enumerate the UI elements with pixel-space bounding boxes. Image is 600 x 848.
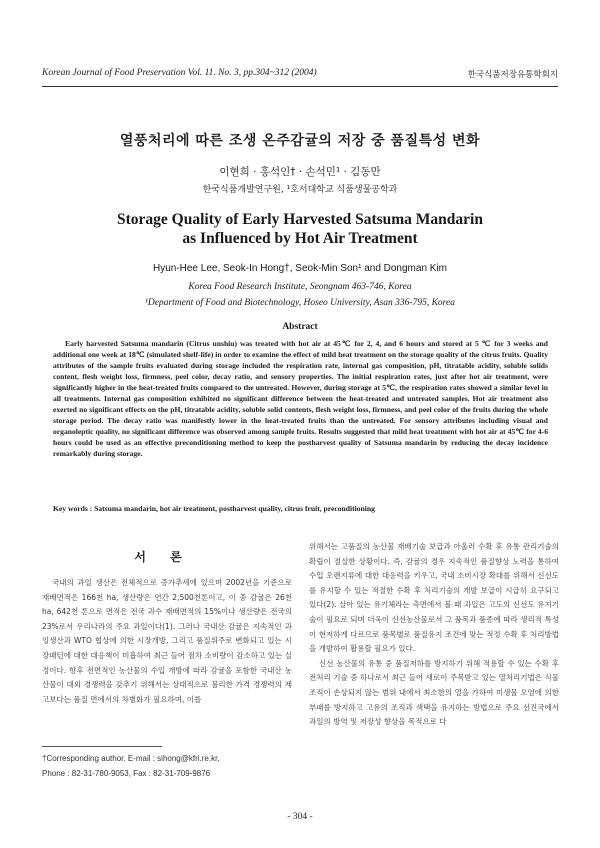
header-divider (42, 86, 558, 87)
english-title-line-1: Storage Quality of Early Harvested Satsuma Mandarin (117, 211, 483, 228)
page-number: - 304 - (287, 812, 313, 822)
right-column-paragraph-2: 신선 농산물의 유통 중 품질저하를 방지하기 위해 적용할 수 있는 수확 후 전처리 기술 중 하나로서 최근 들어 새로이 주목받고 있는 열처리기법은 식물조직이 손상되지 않는 범위 내에서 최소한의 열을 가하여 미생물 오염에 의한 부패를 방지하고 고유의 조직과 색택을 유지하는 방법으로 주요 선진국에서 과일의 방역 및 저장성 향상을 목적으로 다 (309, 658, 559, 727)
korean-affiliation: 한국식품개발연구원, ¹호서대학교 식품생물공학과 (202, 185, 398, 195)
footnote (42, 751, 302, 781)
english-title-line-2: as Influenced by Hot Air Treatment (182, 230, 418, 247)
keywords: Key words : Satsuma mandarin, hot air treatment, postharvest quality, citrus fruit, preconditioning (53, 504, 375, 513)
english-affiliation-2: ¹Department of Food and Biotechnology, Hoseo University, Asan 336-795, Korea (145, 298, 455, 308)
journal-citation: Korean Journal of Food Preservation Vol. 11. No. 3, pp.304~312 (2004) (42, 68, 317, 78)
section-heading-introduction: 서 론 (134, 550, 192, 564)
english-authors: Hyun-Hee Lee, Seok-In Hong†, Seok-Min Son¹ and Dongman Kim (152, 263, 448, 274)
left-column (42, 576, 292, 707)
abstract-heading: Abstract (282, 322, 318, 332)
korean-title: 열풍처리에 따른 조생 온주감귤의 저장 중 품질특성 변화 (119, 133, 481, 149)
society-name: 한국식품저장유통학회지 (467, 70, 558, 80)
korean-authors: 이현희 · 홍석인† · 손석민¹ · 김동만 (219, 166, 381, 178)
footnote-author: †Corresponding author. E-mail : sihong@kfri.re.kr, (42, 754, 220, 763)
english-affiliation-1: Korea Food Research Institute, Seongnam 463-746, Korea (188, 282, 412, 292)
right-column-paragraph-1: 위해서는 고품질의 농산물 재배기술 보급과 아울러 수확 후 유통 관리기술의 확립이 절실한 상황이다. 즉, 감귤의 경우 지속적인 품질향상 노력을 통하여 수입 오렌지류에 대한 대응력을 키우고, 국내 소비시장 확대를 위해서 신선도를 유지할 수 있는 적절한 수확 후 처리기술의 개발 보급이 시급히 요구되고 있다(2). 살아 있는 유기체라는 측면에서 볼 때 과일은 고도의 신선도 유지기술이 필요로 되며 더욱이 신선농산물로서 그 품목과 품종에 따라 생리적 특성이 현저하게 다르므로 품목별로 품질유지 조건에 맞는 적정 수확 후 처리방법을 개발하여 활용할 필요가 있다. (309, 542, 559, 654)
right-column (309, 540, 559, 730)
abstract-text: Early harvested Satsuma mandarin (Citrus unshiu) was treated with hot air at 45℃ for 2, 4, and 6 hours and stored at 5 ℃ for 3 weeks and additional one week at 18℃ (simulated shelf-life) in order to examine the effect of mild heat treatment on the storage quality of the citrus fruits. Quality attributes of the sample fruits evaluated during storage included the respiration rate, internal gas composition, pH, titratable acidity, soluble solids content, flesh weight loss, firmness, peel color, decay ratio, and sensory properties. The initial respiration rates, just after hot air treatment, were significantly higher in the heat-treated fruits compared to the untreated. However, during storage at 5℃, the respiration rates showed a similar level in all treatments. Internal gas composition exhibited no significant difference between the heat-treated and untreated samples. Hot air treatment also exerted no significant effects on the pH, titratable acidity, soluble solid contents, flesh weight loss, firmness, and peel color of the fruits during the whole storage period. The decay ratio was manifestly lower in the heat-treated fruits than the untreated. For sensory attributes including visual and organoleptic quality, no significant difference was observed among sample fruits. Results suggested that mild heat treatment with hot air at 45℃ for 4-6 hours could be used as an effective preconditioning method to keep the postharvest quality of Satsuma mandarin by reducing the decay incidence remarkably during storage. (53, 339, 548, 459)
left-column-paragraph: 국내의 과일 생산은 전체적으로 증가추세에 있으며 2002년을 기준으로 재배면적은 166천 ha, 생산량은 연간 2,500천톤이고, 이 중 감귤은 26천 ha, 642천 톤으로 면적은 전국 과수 재배면적의 15%이나 생산량은 전국의 23%로서 우리나라의 주요 과일이다(1). 그러나 국내산 감귤은 지속적인 과잉생산과 WTO 협상에 의한 시장개방, 그리고 품질위주로 변화되고 있는 시장패턴에 대한 대응책이 미흡하여 최근 들어 점차 소비량이 감소하고 있는 실정이다. 향후 전면적인 농산물의 수입 개방에 따라 감귤을 포함한 국내산 농산물이 대외 경쟁력을 갖추기 위해서는 상대적으로 불리한 가격 경쟁력의 제고보다는 품질 면에서의 차별화가 필요하며, 이를 (42, 578, 292, 704)
footnote-divider (42, 746, 162, 747)
footnote-phone: Phone : 82-31-780-9053, Fax : 82-31-709-9876 (42, 769, 211, 778)
english-title (40, 210, 560, 248)
